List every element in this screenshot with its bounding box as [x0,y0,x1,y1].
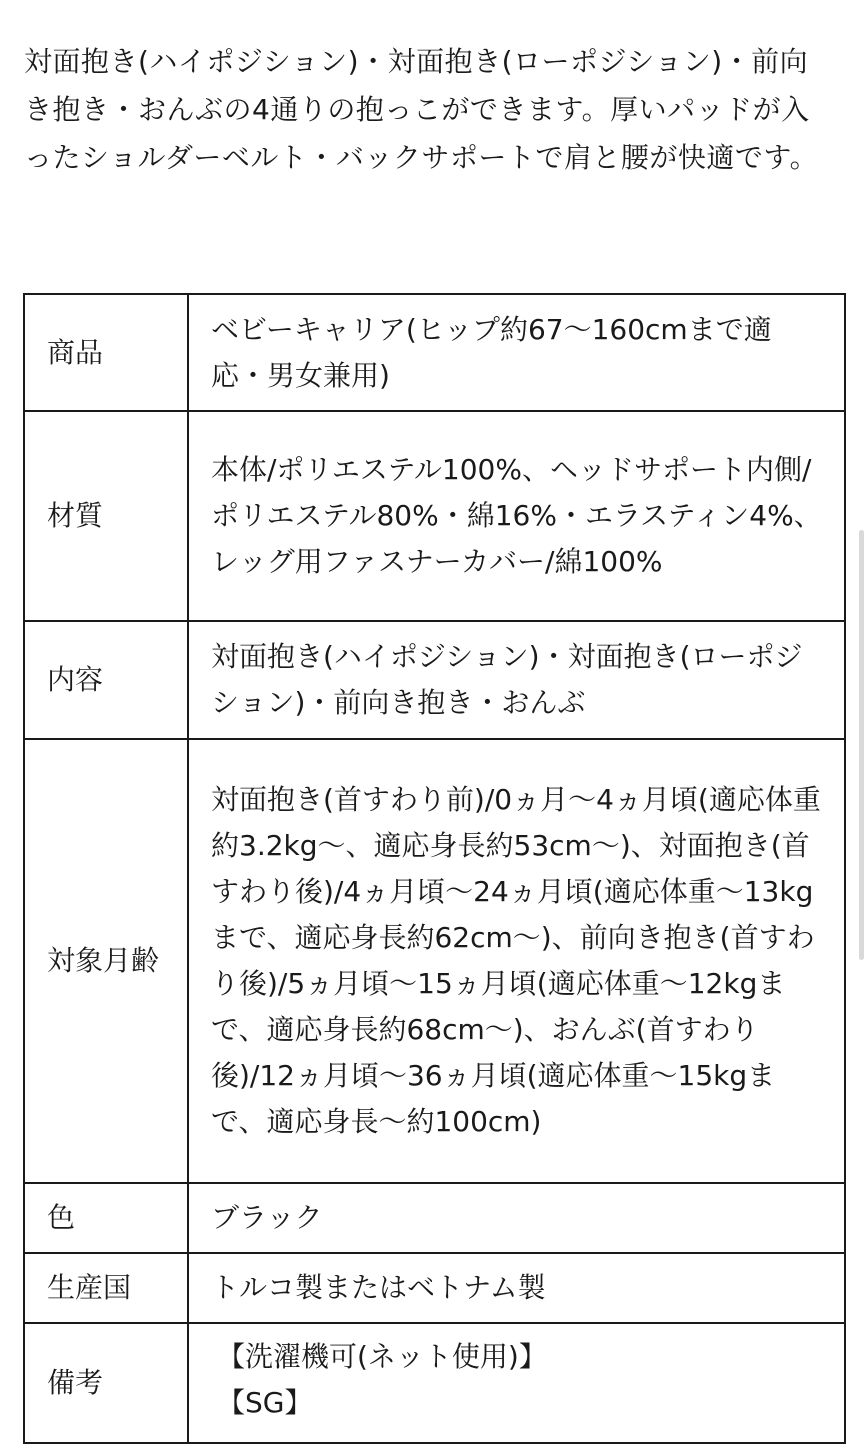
spec-value-text: ベビーキャリア(ヒップ約67〜160cmまで適応・男女兼用) [211,312,772,392]
spec-value-text: ブラック [211,1201,323,1234]
spec-label: 生産国 [24,1253,188,1323]
spec-row-target-age [24,739,845,1183]
spec-value [188,411,845,621]
spec-value [188,1183,845,1253]
spec-value-text: トルコ製またはベトナム製 [211,1271,546,1304]
spec-value-text: 本体/ポリエステル100%、ヘッドサポート内側/ポリエステル80%・綿16%・エラスティン4%、レッグ用ファスナーカバー/綿100% [211,453,822,578]
note-sg-mark: 【SG】 [217,1386,313,1419]
spec-label: 材質 [24,411,188,621]
spec-label: 色 [24,1183,188,1253]
spec-label: 対象月齢 [24,739,188,1183]
spec-value [188,1323,845,1443]
spec-value [188,294,845,411]
spec-table [23,293,846,1444]
spec-row-content [24,621,845,739]
spec-value [188,621,845,739]
spec-value [188,1253,845,1323]
spec-label: 備考 [24,1323,188,1443]
spec-label: 内容 [24,621,188,739]
spec-row-country [24,1253,845,1323]
note-washable: 【洗濯機可(ネット使用)】 [217,1340,547,1373]
spec-row-notes [24,1323,845,1443]
scrollbar[interactable] [859,530,864,960]
spec-value [188,739,845,1183]
product-description: 対面抱き(ハイポジション)・対面抱き(ローポジション)・前向き抱き・おんぶの4通りの抱っこができます。厚いパッドが入ったショルダーベルト・バックサポートで肩と腰が快適です。 [24,45,819,174]
spec-value-text: 対面抱き(ハイポジション)・対面抱き(ローポジション)・前向き抱き・おんぶ [211,640,803,719]
spec-value-text: 対面抱き(首すわり前)/0ヵ月〜4ヵ月頃(適応体重約3.2kg〜、適応身長約53cm〜)、対面抱き(首すわり後)/4ヵ月頃〜24ヵ月頃(適応体重〜13kgまで、適応身長約62cm〜)、前向き抱き(首すわり後)/5ヵ月頃〜15ヵ月頃(適応体重〜12kgまで、適応身長約68cm〜)、おんぶ(首すわり後)/12ヵ月頃〜36ヵ月頃(適応体重〜15kgまで、適応身長〜約100cm) [211,783,821,1138]
spec-label: 商品 [24,294,188,411]
spec-row-material [24,411,845,621]
spec-row-product [24,294,845,411]
spec-row-color [24,1183,845,1253]
